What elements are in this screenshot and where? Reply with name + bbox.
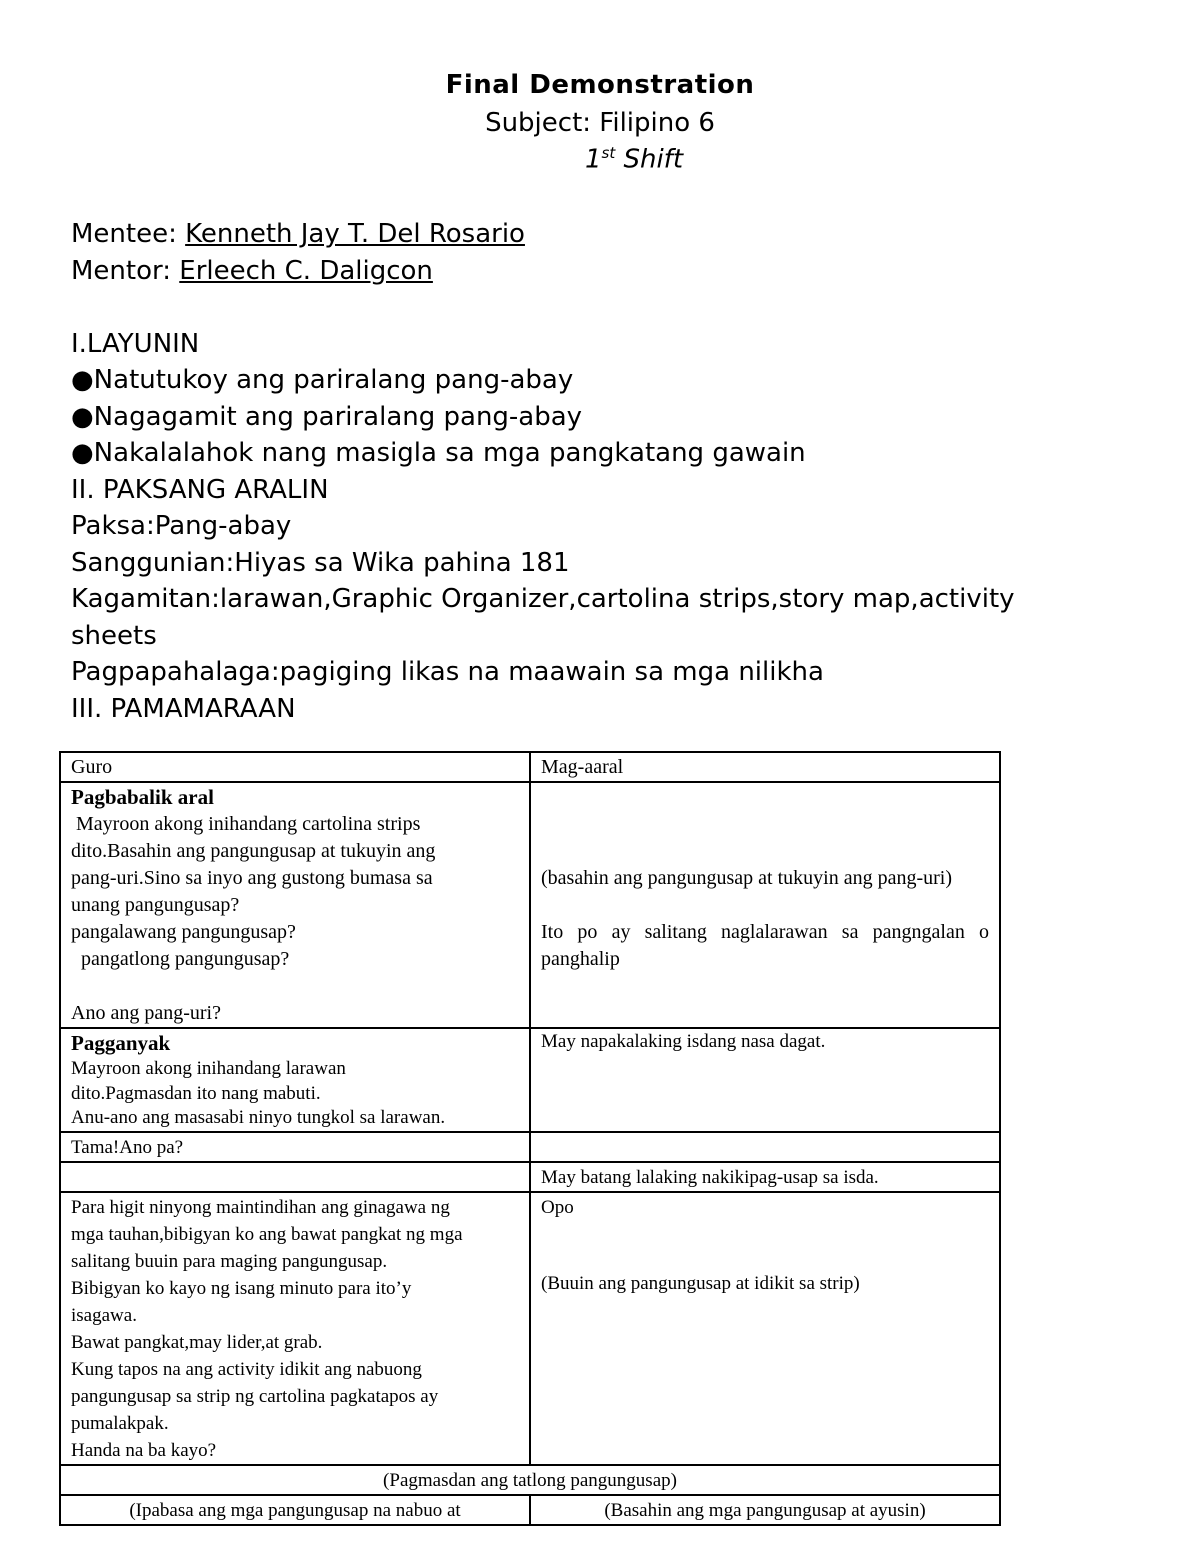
- kagamitan-line-cont: sheets: [71, 620, 157, 651]
- student-response: Opo: [541, 1196, 574, 1218]
- sanggunian-line: Sanggunian:Hiyas sa Wika pahina 181: [71, 547, 570, 578]
- guro-line: Ano ang pang-uri?: [71, 1002, 221, 1024]
- section-heading: Pagganyak: [71, 1031, 171, 1055]
- mentee-name: Kenneth Jay T. Del Rosario: [185, 219, 525, 249]
- layunin-item: ●Nagagamit ang pariralang pang-abay: [71, 401, 583, 432]
- guro-cell: Tama!Ano pa?: [60, 1132, 530, 1162]
- layunin-item: ●Nakalalahok nang masigla sa mga pangkatang gawain: [71, 438, 806, 468]
- mag-aaral-cell: (Basahin ang mga pangungusap at ayusin): [530, 1495, 1000, 1525]
- guro-line: Mayroon akong inihandang larawan: [71, 1058, 346, 1079]
- shift-line: [0, 144, 1200, 175]
- guro-line: dito.Basahin ang pangungusap at tukuyin ang: [71, 840, 436, 862]
- kagamitan-line: Kagamitan:larawan,Graphic Organizer,cartolina strips,story map,activity: [71, 584, 1015, 614]
- mag-aaral-cell: [530, 782, 1000, 1028]
- guro-cell: [60, 1162, 530, 1192]
- subject-line: Subject: Filipino 6: [485, 108, 715, 138]
- mentee-label: Mentee:: [71, 219, 186, 249]
- pamamaraan-table: [59, 751, 1001, 1526]
- paksa-line: Paksa:Pang-abay: [71, 511, 292, 541]
- guro-line: pangatlong pangungusap?: [71, 948, 290, 970]
- student-response: May napakalaking isdang nasa dagat.: [541, 1031, 826, 1052]
- student-response: (basahin ang pangungusap at tukuyin ang pang-uri): [541, 867, 953, 889]
- student-response: (Buuin ang pangungusap at idikit sa strip): [541, 1272, 860, 1294]
- mentor-line: [71, 253, 1131, 290]
- guro-cell: [60, 782, 530, 1028]
- section-heading: Pagbabalik aral: [71, 785, 214, 809]
- table-row: [60, 1132, 1000, 1162]
- guro-line: mga tauhan,bibigyan ko ang bawat pangkat ng mga: [71, 1223, 463, 1245]
- shift-suffix: st: [601, 144, 616, 162]
- guro-line: pangalawang pangungusap?: [71, 921, 296, 943]
- guro-line: pumalakpak.: [71, 1412, 169, 1434]
- paksang-aralin-heading: II. PAKSANG ARALIN: [71, 474, 329, 505]
- table-row: [60, 782, 1000, 1028]
- guro-line: pang-uri.Sino sa inyo ang gustong bumasa sa: [71, 867, 433, 889]
- guro-cell: (Ipabasa ang mga pangungusap na nabuo at: [60, 1495, 530, 1525]
- guro-line: Bibigyan ko kayo ng isang minuto para ito’y: [71, 1277, 412, 1299]
- column-header-mag-aaral: Mag-aaral: [530, 752, 1000, 782]
- guro-line: Para higit ninyong maintindihan ang ginagawa ng: [71, 1196, 450, 1218]
- table-row: [60, 1192, 1000, 1465]
- mentor-name: Erleech C. Daligcon: [179, 255, 433, 286]
- mentor-label: Mentor:: [71, 255, 180, 286]
- guro-line: Anu-ano ang masasabi ninyo tungkol sa larawan.: [71, 1107, 446, 1128]
- table-row: [60, 1162, 1000, 1192]
- pagpapahalaga-line: Pagpapahalaga:pagiging likas na maawain sa mga nilikha: [71, 657, 824, 687]
- table-row: [60, 1028, 1000, 1132]
- mag-aaral-cell: [530, 1192, 1000, 1465]
- guro-line: isagawa.: [71, 1304, 137, 1326]
- guro-line: Kung tapos na ang activity idikit ang nabuong: [71, 1358, 422, 1380]
- document-title: Final Demonstration: [445, 70, 755, 100]
- student-response: Ito po ay salitang naglalarawan sa pangngalan o panghalip: [541, 921, 989, 970]
- guro-cell: [60, 1192, 530, 1465]
- lesson-plan-body: [71, 216, 1131, 727]
- pamamaraan-heading: III. PAMAMARAAN: [71, 693, 296, 724]
- guro-line: Handa na ba kayo?: [71, 1439, 217, 1461]
- guro-line: dito.Pagmasdan ito nang mabuti.: [71, 1082, 321, 1104]
- guro-line: Mayroon akong inihandang cartolina strips: [71, 813, 421, 835]
- layunin-item: ●Natutukoy ang pariralang pang-abay: [71, 365, 574, 395]
- mag-aaral-cell: [530, 1028, 1000, 1132]
- shift-word: Shift: [615, 144, 684, 175]
- guro-line: salitang buuin para maging pangungusap.: [71, 1250, 388, 1272]
- layunin-heading: I.LAYUNIN: [71, 328, 200, 359]
- table-header-row: [60, 752, 1000, 782]
- guro-line: Bawat pangkat,may lider,at grab.: [71, 1331, 323, 1353]
- mag-aaral-cell: [530, 1132, 1000, 1162]
- mentee-line: [71, 216, 1131, 253]
- table-row: [60, 1495, 1000, 1525]
- mag-aaral-cell: May batang lalaking nakikipag-usap sa isda.: [530, 1162, 1000, 1192]
- guro-line: pangungusap sa strip ng cartolina pagkatapos ay: [71, 1385, 439, 1407]
- shift-number: 1: [584, 144, 602, 175]
- table-row: [60, 1465, 1000, 1495]
- guro-cell: [60, 1028, 530, 1132]
- column-header-guro: Guro: [60, 752, 530, 782]
- merged-cell: (Pagmasdan ang tatlong pangungusap): [60, 1465, 1000, 1495]
- guro-line: unang pangungusap?: [71, 894, 240, 916]
